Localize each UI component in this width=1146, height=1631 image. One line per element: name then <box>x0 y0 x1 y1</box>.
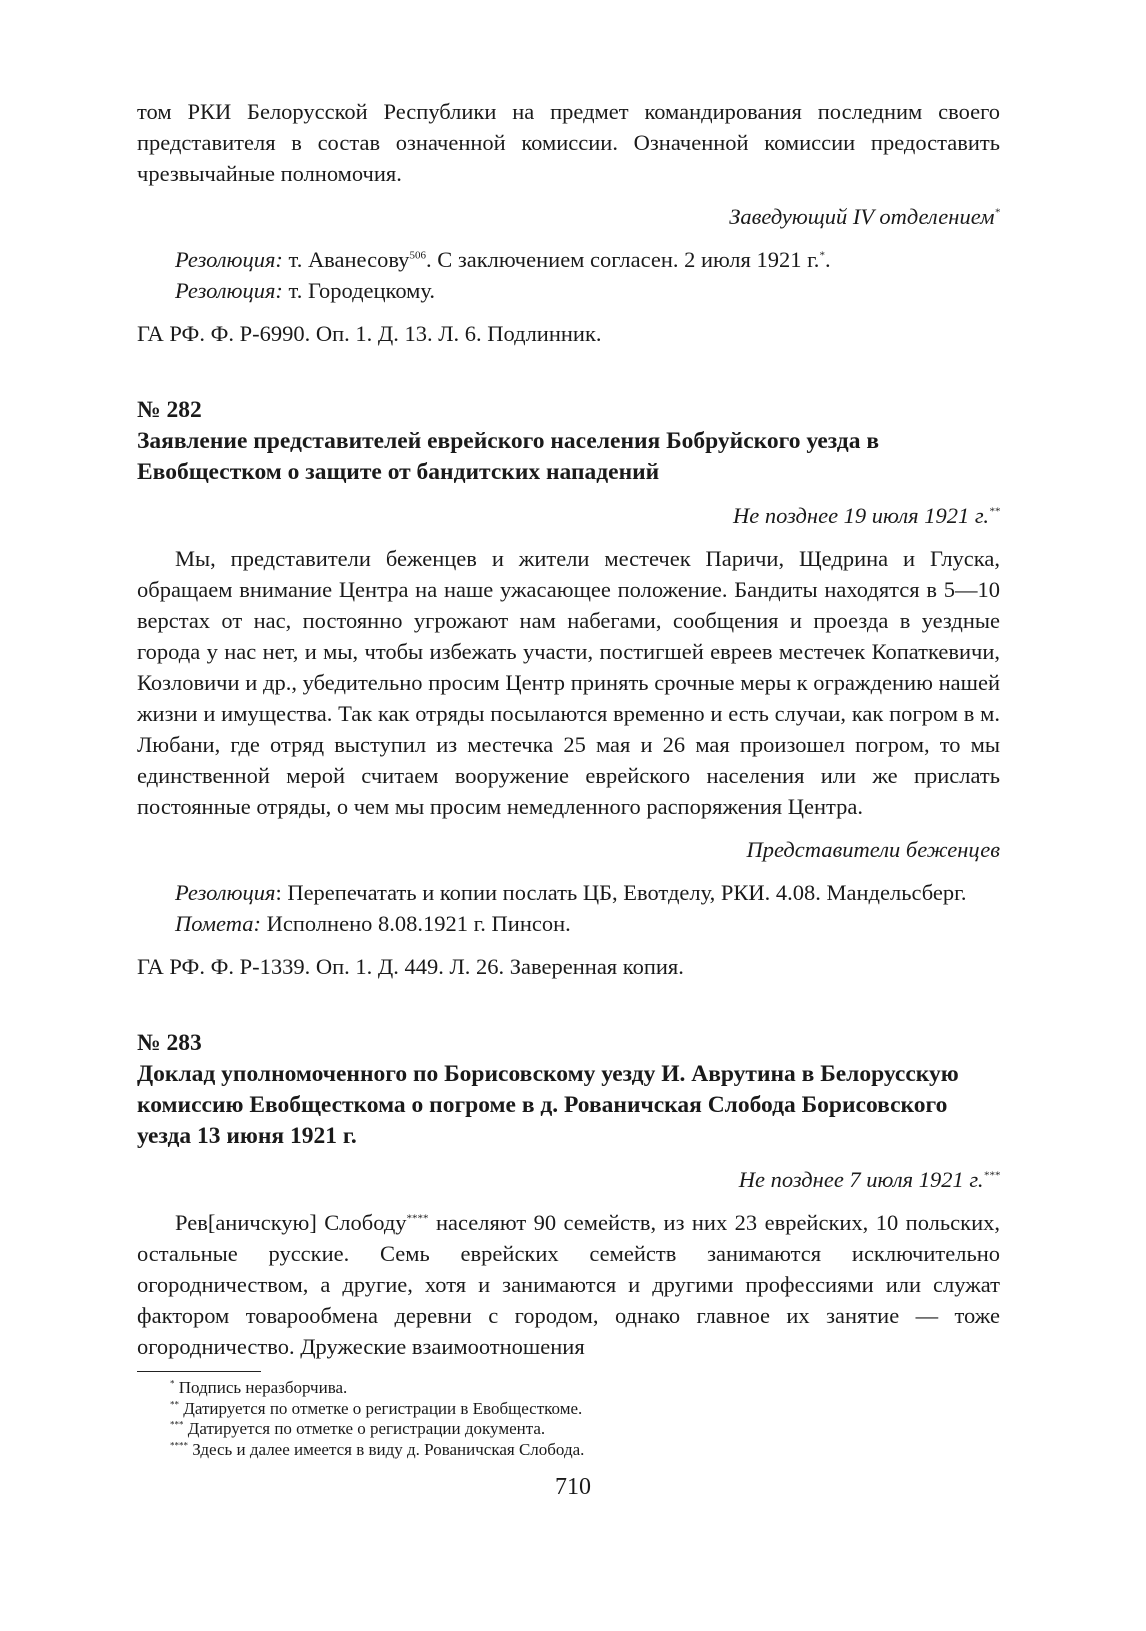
footnotes <box>137 1378 997 1460</box>
doc-282-source: ГА РФ. Ф. Р-1339. Оп. 1. Д. 449. Л. 26. Заверенная копия. <box>137 954 684 979</box>
doc-283-date: Не позднее 7 июля 1921 г.*** <box>738 1167 1000 1192</box>
doc-282-signature: Представители беженцев <box>746 837 1000 862</box>
doc-282-note: Помета: Исполнено 8.08.1921 г. Пинсон. <box>175 911 571 936</box>
footnote-1: * Подпись неразборчива. <box>170 1378 348 1397</box>
continuation-paragraph: том РКИ Белорусской Республики на предмет командирования последним своего представителя в состав означенной комиссии. Означенной комиссии предоставить чрезвычайные полномочия. <box>137 99 1000 186</box>
doc-282-body: Мы, представители беженцев и жители местечек Паричи, Щедрина и Глуска, обращаем внимание Центра на наше ужасающее положение. Бандиты находятся в 5—10 верстах от нас, постоянно угрожают нам набегами, сообщения и проезда в уездные города у нас нет, и мы, чтобы избежать участи, постигшей евреев местечек Копаткевичи, Козловичи и др., убедительно просим Центр принять срочные меры к ограждению нашей жизни и имущества. Так как отряды посылаются временно и есть случаи, как погром в м. Любани, где отряд выступил из местечка 25 мая и 26 мая произошел погром, то мы единственной мерой считаем вооружение еврейского населения или же прислать постоянные отряды, о чем мы просим немедленного распоряжения Центра. <box>137 546 1000 819</box>
page-number: 710 <box>555 1474 591 1500</box>
doc-282-resolution: Резолюция: Перепечатать и копии послать ЦБ, Евотделу, РКИ. 4.08. Мандельсберг. <box>175 880 967 905</box>
doc-283-title: Доклад уполномоченного по Борисовскому уезду И. Аврутина в Белорусскую комиссию Евобщесткома о погроме в д. Рованичская Слобода Борисовского уезда 13 июня 1921 г. <box>137 1061 959 1149</box>
doc-282-number: № 282 <box>137 397 202 423</box>
doc-283-number: № 283 <box>137 1030 202 1056</box>
footnote-3: *** Датируется по отметке о регистрации документа. <box>170 1419 546 1438</box>
resolution-1: Резолюция: т. Аванесову$^{506}$. С заключением согласен. 2 июля 1921 г.*. <box>175 247 831 272</box>
resolution-2: Резолюция: т. Городецкому. <box>175 278 436 303</box>
archive-source: ГА РФ. Ф. Р-6990. Оп. 1. Д. 13. Л. 6. Подлинник. <box>137 321 602 346</box>
signature-line: Заведующий IV отделением* <box>729 204 1000 229</box>
footnote-divider <box>137 1371 261 1372</box>
footnote-4: **** Здесь и далее имеется в виду д. Рованичская Слобода. <box>170 1439 585 1459</box>
doc-282-date: Не позднее 19 июля 1921 г.** <box>733 503 1000 528</box>
doc-282-title: Заявление представителей еврейского населения Бобруйского уезда в Евобщестком о защите от бандитских нападений <box>137 428 880 485</box>
doc-283-body: Рев[аничскую] Слободу**** населяют 90 семейств, из них 23 еврейских, 10 польских, остальные русские. Семь еврейских семейств занимаются исключительно огородничеством, а другие, хотя и занимаются и другими профессиями или служат фактором товарообмена деревни с городом, однако главное их занятие — тоже огородничество. Дружеские взаимоотношения <box>137 1210 1000 1359</box>
footnote-2: ** Датируется по отметке о регистрации в Евобщесткоме. <box>170 1398 583 1418</box>
page-body <box>137 96 1000 1362</box>
